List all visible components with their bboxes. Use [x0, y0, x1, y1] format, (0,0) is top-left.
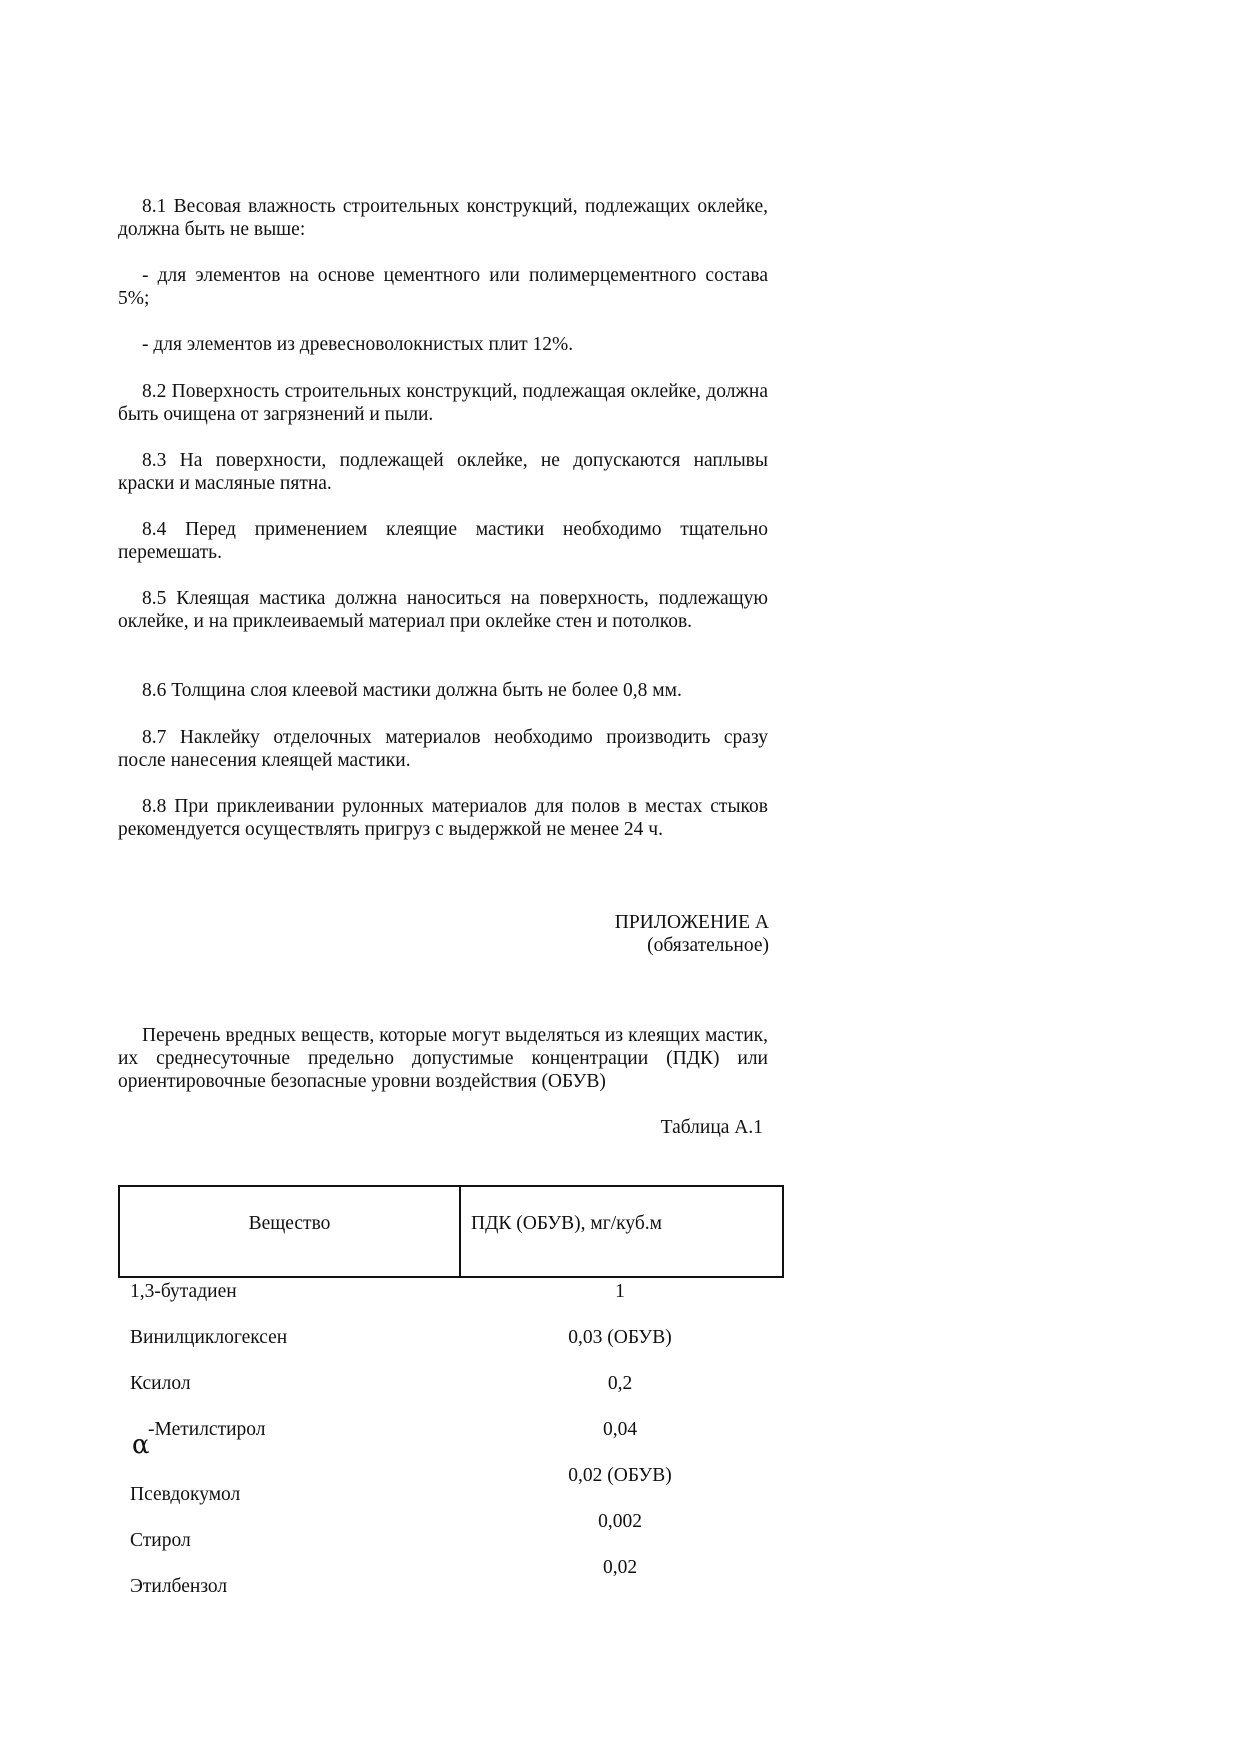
value-cell: 0,2	[607, 1373, 633, 1394]
paragraph-8-2: 8.2 Поверхность строительных конструкций, подлежащая оклейке, должна быть очищена от загрязнений и пыли.	[118, 381, 768, 425]
header-concentration: ПДК (ОБУВ), мг/куб.м	[471, 1213, 662, 1234]
substance-cell: Стирол	[130, 1530, 191, 1551]
substance-cell: Винилциклогексен	[130, 1327, 288, 1348]
table-label: Таблица А.1	[660, 1117, 763, 1138]
substance-cell: Этилбензол	[130, 1576, 228, 1597]
paragraph-8-1-item-fiberboard: - для элементов из древесноволокнистых плит 12%.	[142, 334, 574, 355]
value-cell: 0,04	[602, 1419, 638, 1440]
paragraph-8-1-item-cement: - для элементов на основе цементного или полимерцементного состава 5%;	[118, 265, 768, 309]
paragraph-8-1: 8.1 Весовая влажность строительных конструкций, подлежащих оклейке, должна быть не выше:	[118, 196, 768, 240]
substance-cell: 1,3-бутадиен	[130, 1281, 237, 1302]
value-cell: 0,02	[602, 1557, 638, 1578]
substance-cell: Псевдокумол	[130, 1484, 241, 1505]
paragraph-8-4: 8.4 Перед применением клеящие мастики необходимо тщательно перемешать.	[118, 519, 768, 563]
alpha-symbol: α	[132, 1430, 150, 1460]
paragraph-8-6: 8.6 Толщина слоя клеевой мастики должна быть не более 0,8 мм.	[142, 680, 682, 701]
paragraph-8-5: 8.5 Клеящая мастика должна наноситься на поверхность, подлежащую оклейке, и на приклеиваемый материал при оклейке стен и потолков.	[118, 588, 768, 632]
value-cell: 1	[615, 1281, 625, 1302]
value-cell: 0,02 (ОБУВ)	[568, 1465, 672, 1486]
header-divider	[459, 1187, 461, 1276]
appendix-intro: Перечень вредных веществ, которые могут выделяться из клеящих мастик, их среднесуточные предельно допустимые концентрации (ПДК) или ориентировочные безопасные уровни воздействия (ОБУВ)	[118, 1025, 768, 1092]
substance-cell: -Метилстирол	[148, 1419, 266, 1440]
appendix-title: ПРИЛОЖЕНИЕ А	[614, 912, 769, 933]
paragraph-8-3: 8.3 На поверхности, подлежащей оклейке, не допускаются наплывы краски и масляные пятна.	[118, 450, 768, 494]
substance-cell: Ксилол	[130, 1373, 191, 1394]
appendix-subtitle: (обязательное)	[647, 935, 769, 956]
value-cell: 0,002	[598, 1511, 642, 1532]
header-substance: Вещество	[248, 1213, 331, 1234]
table-header	[118, 1185, 784, 1278]
value-cell: 0,03 (ОБУВ)	[568, 1327, 672, 1348]
paragraph-8-8: 8.8 При приклеивании рулонных материалов для полов в местах стыков рекомендуется осуществлять пригруз с выдержкой не менее 24 ч.	[118, 796, 768, 840]
paragraph-8-7: 8.7 Наклейку отделочных материалов необходимо производить сразу после нанесения клеящей мастики.	[118, 727, 768, 771]
